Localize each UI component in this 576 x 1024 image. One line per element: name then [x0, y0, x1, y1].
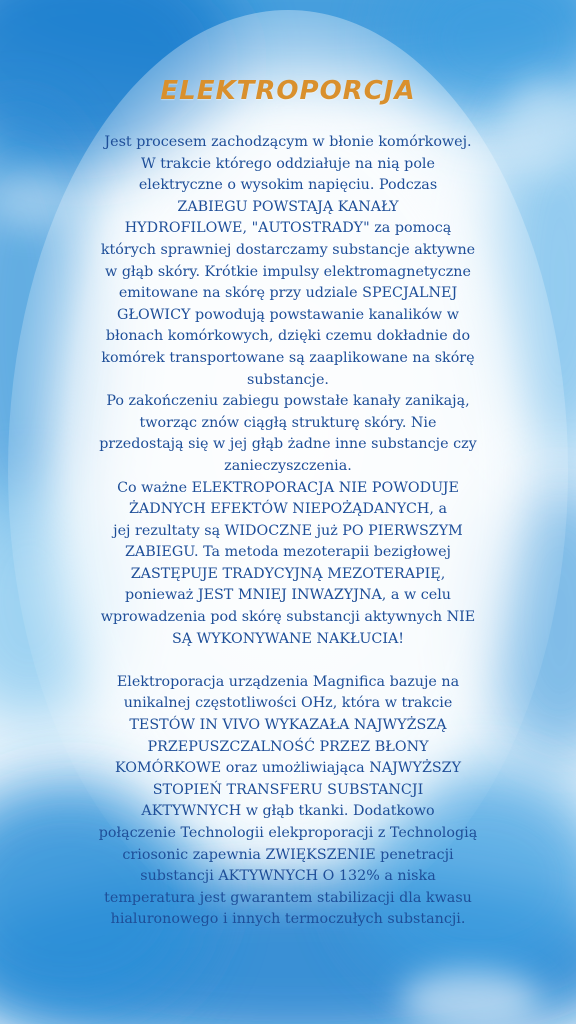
paragraph-after-treatment: Po zakończeniu zabiegu powstałe kanały zanikają, tworząc znów ciągłą strukturę skóry. Nie przedostają się w jej głąb żadne inne substancje czy zanieczyszczenia.: [99, 393, 477, 474]
paragraph-spacer: [56, 650, 520, 672]
body-text: [56, 132, 520, 931]
paragraph-magnifica: Elektroporacja urządzenia Magnifica bazuje na unikalnej częstotliwości OHz, która w trakcie TESTÓW IN VIVO WYKAZAŁA NAJWYŻSZĄ PRZEPUSZCZALNOŚĆ PRZEZ BŁONY KOMÓRKOWE oraz umożliwiająca NAJWYŻSZY STOPIEŃ TRANSFERU SUBSTANCJI AKTYWNYCH w głąb tkanki. Dodatkowo połączenie Technologii elekproporacji z Technologią criosonic zapewnia ZWIĘKSZENIE penetracji substancji AKTYWNYCH O 132% a niska temperatura jest gwarantem stabilizacji dla kwasu hialuronowego i innych termoczułych substancji.: [98, 673, 478, 928]
paragraph-intro: Jest procesem zachodzącym w błonie komórkowej. W trakcie którego oddziałuje na nią pole elektryczne o wysokim napięciu. Podczas ZABIEGU POWSTAJĄ KANAŁY HYDROFILOWE, "AUTOSTRADY" za pomocą których sprawniej dostarczamy substancje aktywne w głąb skóry. Krótkie impulsy elektromagnetyczne emitowane na skórę przy udziale SPECJALNEJ GŁOWICY powodują powstawanie kanalików w błonach komórkowych, dzięki czemu dokładnie do komórek transportowane są zaaplikowane na skórę substancje.: [100, 134, 476, 388]
main-content: [56, 76, 520, 931]
page-title: ELEKTROPORCJA: [160, 76, 416, 106]
paragraph-benefits: Co ważne ELEKTROPORACJA NIE POWODUJE ŻADNYCH EFEKTÓW NIEPOŻĄDANYCH, a jej rezultaty są WIDOCZNE już PO PIERWSZYM ZABIEGU. Ta metoda mezoterapii bezigłowej ZASTĘPUJE TRADYCYJNĄ MEZOTERAPIĘ, ponieważ JEST MNIEJ INWAZYJNA, a w celu wprowadzenia pod skórę substancji aktywnych NIE SĄ WYKONYWANE NAKŁUCIA!: [100, 479, 476, 647]
